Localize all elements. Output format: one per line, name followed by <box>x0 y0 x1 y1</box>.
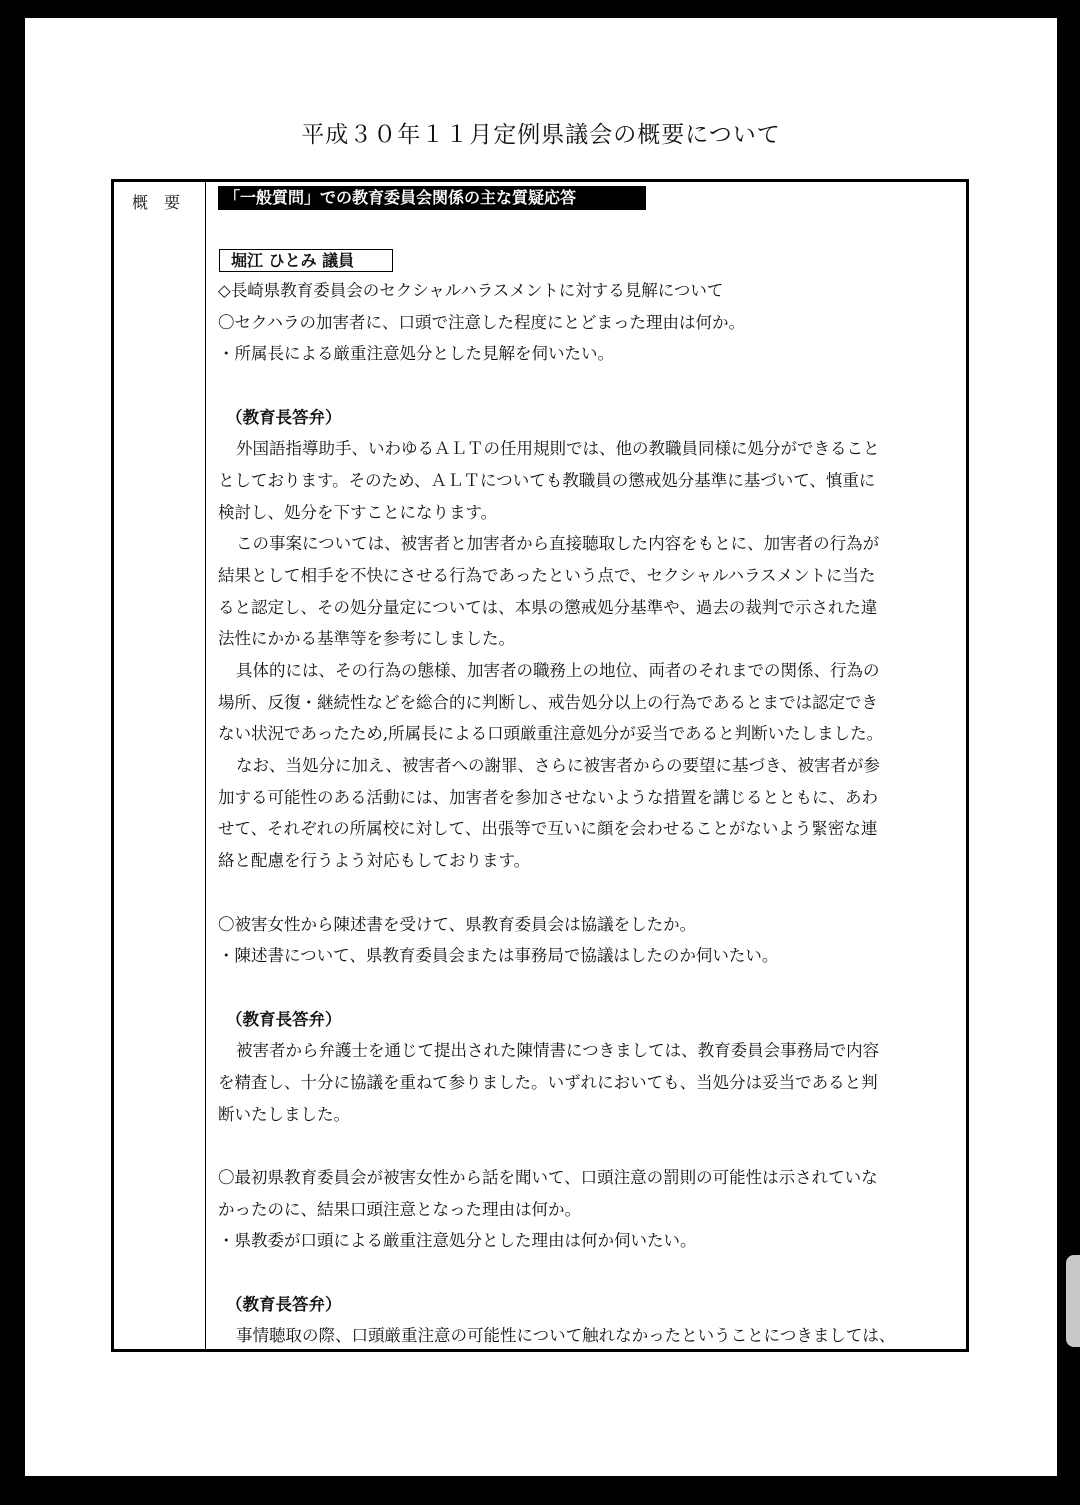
answer-line: ると認定し、その処分量定については、本県の懲戒処分基準や、過去の裁判で示された違 <box>218 598 878 617</box>
answer-line: 結果として相手を不快にさせる行為であったという点で、セクシャルハラスメントに当た <box>218 566 876 585</box>
section-banner: 「一般質問」での教育委員会関係の主な質疑応答 <box>218 186 646 210</box>
answer-line: 断いたしました。 <box>218 1105 350 1124</box>
question-detail-line: ・県教委が口頭による厳重注意処分とした理由は何か伺いたい。 <box>218 1231 697 1250</box>
question-line: 〇被害女性から陳述書を受けて、県教育委員会は協議をしたか。 <box>218 915 697 934</box>
answer-line: 絡と配慮を行うよう対応もしております。 <box>218 851 531 870</box>
scrollbar-thumb[interactable] <box>1066 1255 1080 1347</box>
topic-line: ◇長崎県教育委員会のセクシャルハラスメントに対する見解について <box>218 281 724 300</box>
answer-line: ない状況であったため,所属長による口頭厳重注意処分が妥当であると判断いたしました。 <box>218 724 884 743</box>
speaker-name-box: 堀江 ひとみ 議員 <box>219 249 393 272</box>
question-line: かったのに、結果口頭注意となった理由は何か。 <box>218 1200 581 1219</box>
answer-heading: （教育長答弁） <box>226 1010 342 1029</box>
answer-line: を精査し、十分に協議を重ねて参りました。いずれにおいても、当処分は妥当であると判 <box>218 1073 878 1092</box>
content-column <box>218 182 958 1349</box>
answer-heading: （教育長答弁） <box>226 408 342 427</box>
question-detail-line: ・所属長による厳重注意処分とした見解を伺いたい。 <box>218 344 614 363</box>
label-column <box>114 182 206 1349</box>
summary-table <box>111 179 969 1352</box>
answer-line: この事案については、被害者と加害者から直接聴取した内容をもとに、加害者の行為が <box>236 534 880 553</box>
answer-line: としております。そのため、ＡＬＴについても教職員の懲戒処分基準に基づいて、慎重に <box>218 471 876 490</box>
answer-line: 加する可能性のある活動には、加害者を参加させないような措置を講じるとともに、あわ <box>218 788 878 807</box>
answer-line: せて、それぞれの所属校に対して、出張等で互いに顔を会わせることがないよう緊密な連 <box>218 819 878 838</box>
document-page <box>25 18 1057 1476</box>
question-line: 〇セクハラの加害者に、口頭で注意した程度にとどまった理由は何か。 <box>218 313 746 332</box>
answer-line: 法性にかかる基準等を参考にしました。 <box>218 629 515 648</box>
answer-line: 被害者から弁護士を通じて提出された陳情書につきましては、教育委員会事務局で内容 <box>236 1041 880 1060</box>
summary-label: 概要 <box>132 193 197 212</box>
answer-line: 場所、反復・継続性などを総合的に判断し、戒告処分以上の行為であるとまでは認定でき <box>218 693 878 712</box>
question-detail-line: ・陳述書について、県教育委員会または事務局で協議はしたのか伺いたい。 <box>218 946 779 965</box>
answer-heading: （教育長答弁） <box>226 1295 342 1314</box>
document-title: 平成３０年１１月定例県議会の概要について <box>301 122 781 148</box>
answer-line: 事情聴取の際、口頭厳重注意の可能性について触れなかったということにつきましては、 <box>236 1326 896 1345</box>
answer-line: なお、当処分に加え、被害者への謝罪、さらに被害者からの要望に基づき、被害者が参 <box>236 756 880 775</box>
question-line: 〇最初県教育委員会が被害女性から話を聞いて、口頭注意の罰則の可能性は示されていな <box>218 1168 878 1187</box>
answer-line: 検討し、処分を下すことになります。 <box>218 503 498 522</box>
answer-line: 具体的には、その行為の態様、加害者の職務上の地位、両者のそれまでの関係、行為の <box>236 661 880 680</box>
answer-line: 外国語指導助手、いわゆるＡＬＴの任用規則では、他の教職員同様に処分ができること <box>236 439 880 458</box>
